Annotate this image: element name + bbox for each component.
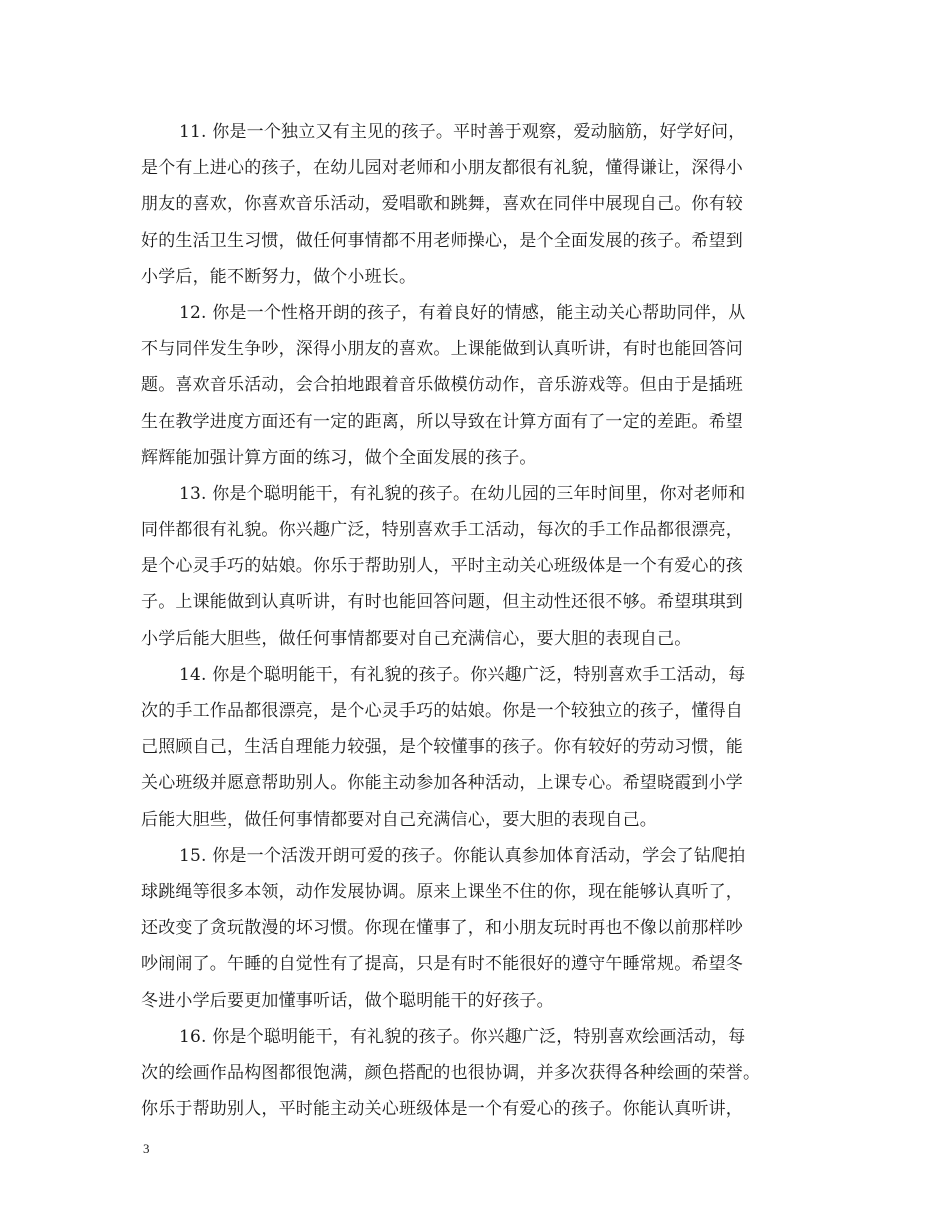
paragraph-16 — [141, 1019, 811, 1128]
text-line: 球跳绳等很多本领，动作发展协调。原来上课坐不住的你，现在能够认真听了， — [141, 881, 743, 902]
paragraph-12 — [141, 295, 811, 476]
text-line: 好的生活卫生习惯，做任何事情都不用老师操心，是个全面发展的孩子。希望到 — [141, 230, 743, 251]
text-line: 冬进小学后要更加懂事听话，做个聪明能干的好孩子。 — [141, 990, 554, 1011]
text-line: 同伴都很有礼貌。你兴趣广泛，特别喜欢手工活动，每次的手工作品都很漂亮， — [141, 520, 743, 541]
text-line: 14. 你是个聪明能干，有礼貌的孩子。你兴趣广泛，特别喜欢手工活动，每 — [179, 664, 746, 685]
document-body — [141, 114, 811, 1127]
text-line: 朋友的喜欢，你喜欢音乐活动，爱唱歌和跳舞，喜欢在同伴中展现自己。你有较 — [141, 194, 743, 215]
paragraph-11 — [141, 114, 811, 295]
text-line: 小学后，能不断努力，做个小班长。 — [141, 266, 417, 287]
text-line: 是个心灵手巧的姑娘。你乐于帮助别人，平时主动关心班级体是一个有爱心的孩 — [141, 556, 743, 577]
text-line: 小学后能大胆些，做任何事情都要对自己充满信心，要大胆的表现自己。 — [141, 628, 692, 649]
text-line: 你乐于帮助别人，平时能主动关心班级体是一个有爱心的孩子。你能认真听讲， — [141, 1099, 743, 1120]
text-line: 关心班级并愿意帮助别人。你能主动参加各种活动，上课专心。希望晓霞到小学 — [141, 773, 743, 794]
text-line: 不与同伴发生争吵，深得小朋友的喜欢。上课能做到认真听讲，有时也能回答问 — [141, 339, 743, 360]
text-line: 辉辉能加强计算方面的练习，做个全面发展的孩子。 — [141, 447, 537, 468]
paragraph-14 — [141, 657, 811, 838]
text-line: 16. 你是个聪明能干，有礼貌的孩子。你兴趣广泛，特别喜欢绘画活动，每 — [179, 1026, 746, 1047]
text-line: 11. 你是一个独立又有主见的孩子。平时善于观察，爱动脑筋，好学好问， — [179, 122, 746, 142]
text-line: 13. 你是个聪明能干，有礼貌的孩子。在幼儿园的三年时间里，你对老师和 — [179, 483, 746, 504]
text-line: 后能大胆些，做任何事情都要对自己充满信心，要大胆的表现自己。 — [141, 809, 657, 830]
text-line: 题。喜欢音乐活动，会合拍地跟着音乐做模仿动作，音乐游戏等。但由于是插班 — [141, 375, 743, 396]
text-line: 子。上课能做到认真听讲，有时也能回答问题，但主动性还很不够。希望琪琪到 — [141, 592, 743, 613]
text-line: 12. 你是一个性格开朗的孩子，有着良好的情感，能主动关心帮助同伴，从 — [179, 302, 746, 323]
text-line: 还改变了贪玩散漫的坏习惯。你现在懂事了，和小朋友玩时再也不像以前那样吵 — [141, 918, 743, 939]
paragraph-15 — [141, 838, 811, 1019]
text-line: 次的手工作品都很漂亮，是个心灵手巧的姑娘。你是一个较独立的孩子，懂得自 — [141, 701, 743, 721]
text-line: 吵闹闹了。午睡的自觉性有了提高，只是有时不能很好的遵守午睡常规。希望冬 — [141, 954, 743, 975]
text-line: 生在教学进度方面还有一定的距离，所以导致在计算方面有了一定的差距。希望 — [141, 411, 743, 432]
page-number: 3 — [143, 1141, 150, 1156]
text-line: 己照顾自己，生活自理能力较强，是个较懂事的孩子。你有较好的劳动习惯，能 — [141, 737, 743, 758]
paragraph-13 — [141, 476, 811, 657]
text-line: 次的绘画作品构图都很饱满，颜色搭配的也很协调，并多次获得各种绘画的荣誉。 — [141, 1062, 761, 1083]
text-line: 15. 你是一个活泼开朗可爱的孩子。你能认真参加体育活动，学会了钻爬拍 — [179, 845, 746, 866]
text-line: 是个有上进心的孩子，在幼儿园对老师和小朋友都很有礼貌，懂得谦让，深得小 — [141, 158, 743, 179]
